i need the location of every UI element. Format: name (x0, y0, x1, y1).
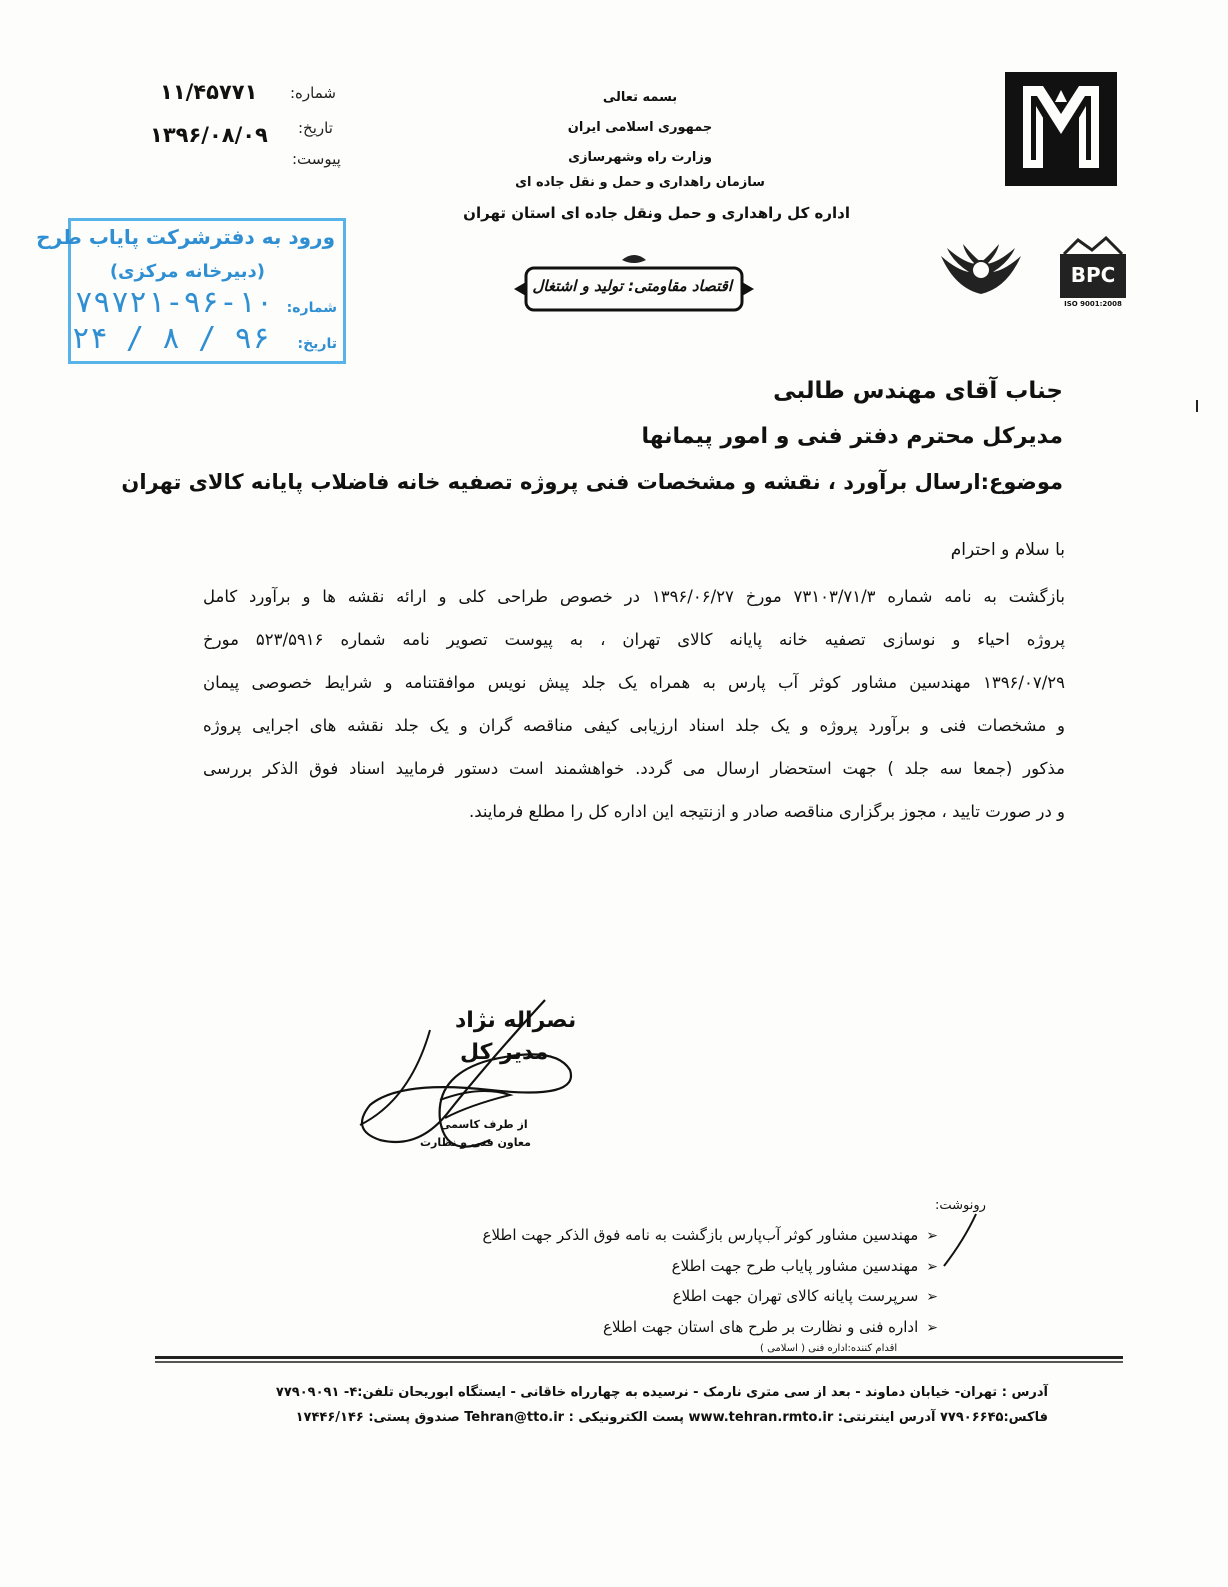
wings-emblem (935, 240, 1027, 302)
footer-rule-secondary (155, 1361, 1123, 1363)
body-line-5: مذکور (جمعا سه جلد ) جهت استحضار ارسال می گردد. خواهشمند است دستور فرمایید اسناد فوق الذکر بررسی (203, 759, 1065, 778)
svg-text:BPC: BPC (1070, 263, 1116, 287)
winged-emblem-icon (935, 240, 1027, 302)
scan-mark (1196, 400, 1198, 412)
letter-date-value: ۱۳۹۶/۰۸/۰۹ (150, 123, 268, 147)
header-bismillah: بسمه تعالی (602, 90, 678, 105)
cc-action-note: اقدام کننده:اداره فنی ( اسلامی ) (760, 1343, 898, 1354)
attachment-label: پیوست: (292, 150, 341, 168)
iso-badge (1058, 236, 1128, 312)
header-department: اداره کل راهداری و حمل ونقل جاده ای استان تهران (463, 204, 850, 222)
stamp-number-value: ۱۰-۹۶-۷۹۷۲۱ (74, 285, 274, 320)
cc-bracket-icon (940, 1210, 980, 1270)
letter-number-value: ۱۱/۴۵۷۷۱ (160, 80, 258, 104)
header-ministry: وزارت راه وشهرسازی (568, 150, 712, 165)
cc-arrow-icon: ➢ (926, 1259, 938, 1275)
recipient-name: جناب آقای مهندس طالبی (773, 378, 1063, 404)
cc-item-3: ➢سرپرست پایانه کالای تهران جهت اطلاع (672, 1287, 938, 1305)
header-organization: سازمان راهداری و حمل و نقل جاده ای (515, 175, 765, 190)
greeting: با سلام و احترام (950, 540, 1065, 560)
body-line-1: بازگشت به نامه شماره ۷۳۱۰۳/۷۱/۳ مورخ ۱۳۹۶/۰۶/۲۷ در خصوص طراحی کلی و ارائه نقشه ها و برآورد کامل (203, 587, 1066, 606)
slogan-emblem (512, 254, 756, 318)
cc-item-4: ➢اداره فنی و نظارت بر طرح های استان جهت اطلاع (603, 1318, 938, 1336)
letter-body (203, 540, 1066, 845)
cc-arrow-icon: ➢ (926, 1289, 938, 1305)
stamp-number-label: شماره: (286, 300, 337, 316)
signatory-name: نصراله نژاد (455, 1008, 577, 1033)
signatory-title: مدیر کل (460, 1040, 549, 1065)
footer-rule (155, 1356, 1123, 1359)
receipt-stamp (36, 218, 346, 364)
cc-arrow-icon: ➢ (926, 1320, 938, 1336)
cc-title: رونوشت: (935, 1198, 986, 1213)
stamp-title: ورود به دفترشرکت پایاب طرح (36, 225, 335, 249)
signatory-deputy: معاون فنی و نظارت (420, 1136, 531, 1149)
recipient-title: مدیرکل محترم دفتر فنی و امور پیمانها (641, 424, 1063, 449)
stamp-date-value: ۹۶ / ۸ / ۲۴ (71, 321, 271, 356)
body-line-2: پروژه احیاء و نوسازی تصفیه خانه پایانه کالای تهران ، به پیوست تصویر نامه شماره ۵۲۳/۵۹۱۶ مورخ (203, 630, 1066, 649)
cc-item-2: ➢مهندسین مشاور پایاب طرح جهت اطلاع (671, 1257, 938, 1275)
organization-logo (1005, 72, 1117, 186)
letter-date-label: تاریخ: (298, 119, 333, 137)
iso-certification-icon (1058, 236, 1128, 302)
cc-arrow-icon: ➢ (926, 1228, 938, 1244)
stamp-date-label: تاریخ: (297, 336, 337, 352)
letter-number-label: شماره: (290, 84, 336, 102)
rmto-logo-icon (1005, 72, 1117, 186)
signatory-behalf: از طرف کاسمی (440, 1118, 528, 1131)
body-line-3: ۱۳۹۶/۰۷/۲۹ مهندسین مشاور کوثر آب پارس به همراه یک جلد پیش نویس موافقتنامه و شرایط خصوصی پیمان (203, 673, 1065, 692)
cc-item-1: ➢مهندسین مشاور کوثر آب‌پارس بازگشت به نامه فوق الذکر جهت اطلاع (482, 1226, 938, 1244)
footer-contact: فاکس:۷۷۹۰۶۶۴۵ آدرس اینترنتی: www.tehran.rmto.ir پست الکترونیکی : Tehran@tto.ir صندوق پستی: ۱۷۴۴۶/۱۴۶ (295, 1410, 1048, 1425)
iso-badge-text: ISO 9001:2008 (1064, 300, 1122, 308)
body-line-4: و مشخصات فنی و برآورد پروژه و یک جلد اسناد ارزیابی کیفی مناقصه گران و یک جلد نقشه های اجرایی پروژه (203, 716, 1065, 735)
letter-subject: موضوع:ارسال برآورد ، نقشه و مشخصات فنی پروژه تصفیه خانه فاضلاب پایانه کالای تهران (121, 470, 1063, 494)
footer-address: آدرس : تهران- خیابان دماوند - بعد از سی متری نارمک - نرسیده به چهارراه خاقانی - ایستگاه ابوریحان تلفن:۴- ۷۷۹۰۹۰۹۱ (275, 1385, 1048, 1400)
header-republic: جمهوری اسلامی ایران (567, 120, 713, 135)
stamp-subtitle: (دبیرخانه مرکزی) (109, 261, 265, 282)
body-line-6: و در صورت تایید ، مجوز برگزاری مناقصه صادر و ازنتیجه این اداره کل را مطلع فرمایند. (468, 802, 1065, 821)
slogan-text: اقتصاد مقاومتی: تولید و اشتغال (532, 277, 732, 295)
